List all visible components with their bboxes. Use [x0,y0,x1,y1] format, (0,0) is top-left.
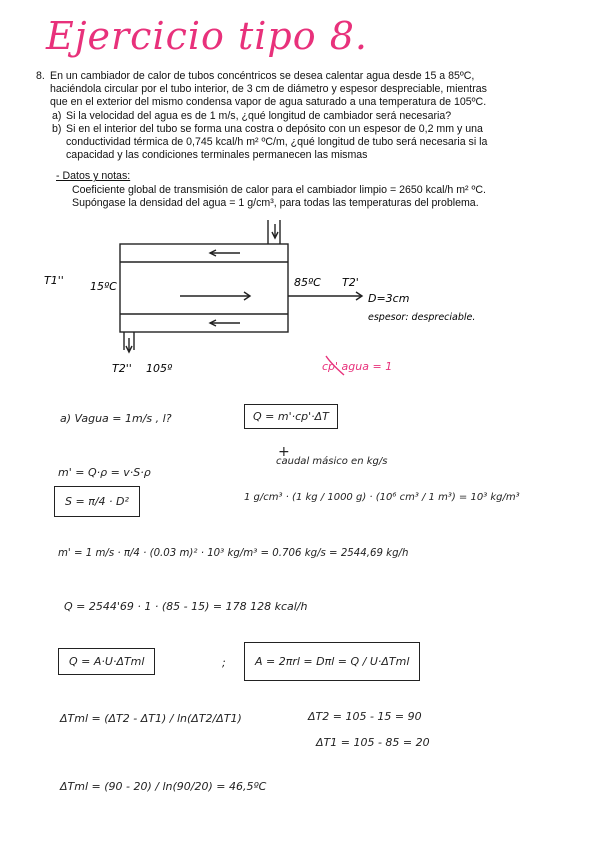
statement-line: que en el exterior del mismo condensa vapor de agua saturado a una temperatura de 105ºC. [50,96,487,109]
separator: ; [222,656,226,669]
question-b-line: Si en el interior del tubo se forma una costra o depósito con un espesor de 0,2 mm y una [66,122,483,135]
statement-line: haciéndola circular por el tubo interior, de 3 cm de diámetro y espesor despreciable, mientras [50,83,487,96]
t2-steam-label: T2'' [112,362,132,375]
page-title: Ejercicio tipo 8. [46,14,368,58]
delta-t2: ΔT2 = 105 - 15 = 90 [308,710,422,723]
t1-in-label: T1'' [44,274,64,287]
heat-transfer-formula: Q = A·U·ΔTml [58,648,155,675]
formula-q: Q = m'·cp'·ΔT [244,404,338,429]
heat-exchanger-diagram [0,210,600,390]
mass-flow-note: caudal másico en kg/s [276,456,388,467]
diameter-label: D=3cm [368,292,410,305]
statement-line: En un cambiador de calor de tubos concéntricos se desea calentar agua desde 15 a 85ºC, [50,70,475,82]
delta-t1: ΔT1 = 105 - 85 = 20 [316,736,430,749]
question-a-label: a) [52,109,62,122]
note: Supóngase la densidad del agua = 1 g/cm³, para todas las temperaturas del problema. [72,196,479,209]
note: Coeficiente global de transmisión de calor para el cambiador limpio = 2650 kcal/h m² ºC. [72,183,486,196]
question-b [36,123,516,163]
question-a [36,110,516,123]
density-conversion: 1 g/cm³ · (1 kg / 1000 g) · (10⁶ cm³ / 1 m³) = 10³ kg/m³ [244,492,520,503]
thickness-label: espesor: despreciable. [368,312,476,323]
area-formula: S = π/4 · D² [54,486,140,517]
mass-flow-calc: m' = 1 m/s · π/4 · (0.03 m)² · 10³ kg/m³ = 0.706 kg/s = 2544,69 kg/h [58,548,409,559]
outlet-temp: 85ºC [294,276,321,289]
notes [36,170,516,210]
inlet-temp: 15ºC [90,280,117,293]
outer-tube [120,244,288,332]
question-b-line: conductividad térmica de 0,745 kcal/h m² ºC/m, ¿qué longitud de tubo será necesaria si la [66,136,488,149]
part-a: a) Vagua = 1m/s , l? [60,412,172,425]
problem-statement [36,70,516,210]
mdot-definition: m' = Q·ρ = v·S·ρ [58,466,151,479]
lmtd-definition: ΔTml = (ΔT2 - ΔT1) / ln(ΔT2/ΔT1) [60,712,242,725]
lmtd-calc: ΔTml = (90 - 20) / ln(90/20) = 46,5ºC [60,780,267,793]
cp-note: cp' agua = 1 [322,360,393,373]
notes-title: - Datos y notas: [56,170,131,183]
area-formula-boxed: A = 2πrl = Dπl = Q / U·ΔTml [244,642,420,681]
plus-sign: + [278,444,290,460]
question-a-text: Si la velocidad del agua es de 1 m/s, ¿qué longitud de cambiador será necesaria? [66,109,452,122]
problem-number: 8. [36,70,45,82]
heat-duty-calc: Q = 2544'69 · 1 · (85 - 15) = 178 128 kcal/h [64,600,308,613]
t2-out-label: T2' [342,276,359,289]
question-b-line: capacidad y las condiciones terminales permanecen las mismas [66,149,368,162]
steam-temp: 105º [146,362,173,375]
question-b-label: b) [52,122,62,135]
